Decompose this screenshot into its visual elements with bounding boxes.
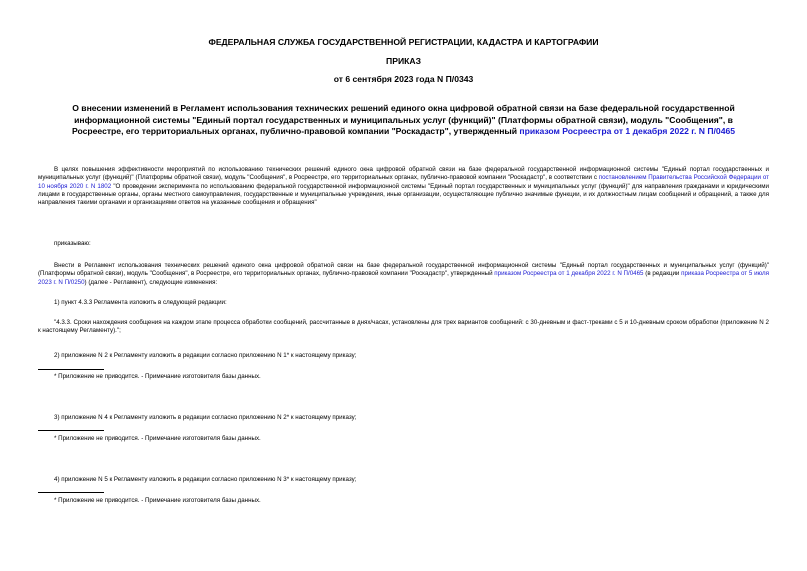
footnote-2 — [38, 435, 769, 443]
amendment-text-b: (в редакции — [643, 270, 682, 278]
regulation-order-link[interactable]: приказом Росреестра от 1 декабря 2022 г. N П/0465 — [494, 270, 644, 278]
order-word — [38, 240, 769, 248]
agency-heading: ФЕДЕРАЛЬНАЯ СЛУЖБА ГОСУДАРСТВЕННОЙ РЕГИСТРАЦИИ, КАДАСТРА И КАРТОГРАФИИ — [208, 37, 599, 47]
footnote-1 — [38, 373, 769, 381]
amendment-order-link[interactable]: приказа Росреестра от 5 июля 2023 г. N П/0250 — [38, 270, 769, 286]
order-title — [50, 103, 757, 138]
item-2-text: 2) приложение N 2 к Регламенту изложить в редакции согласно приложению N 1* к настоящему приказу; — [54, 352, 357, 359]
footnote-divider-1 — [38, 369, 104, 370]
order-word-text: приказываю: — [54, 240, 91, 247]
footnote-divider-2 — [38, 430, 104, 431]
preamble-paragraph — [38, 166, 769, 207]
item-1 — [38, 299, 769, 307]
footnote-divider-3 — [38, 492, 104, 493]
amendment-paragraph — [38, 262, 769, 287]
preamble-text-b: "О проведении эксперимента по использованию федеральной государственной информационной системы "Единый портал государственных и муниципальных услуг (функций)" для направления гражданами и юридическими лицами в государственные органы, органы местного самоуправления, государственные и муниципальные учреждения, иные организации, осуществляющие публично значимые функции, и их должностным лицам сообщений и обращений, а также для направления такими органами и организациями ответов на указанные сообщения и обращения" — [38, 182, 770, 207]
item-2 — [38, 352, 769, 360]
item-1-quote-text: "4.3.3. Сроки нахождения сообщения на каждом этапе процесса обработки сообщений, рассчитанные в днях/часах, установлены для трех вариантов сообщений: с 30-дневным и фаст-треками с 5 и 10-дневным сроком обработки (приложение N 2 к настоящему Регламенту)."; — [38, 319, 769, 335]
title-order-link[interactable]: приказом Росреестра от 1 декабря 2022 г. N П/0465 — [519, 126, 736, 136]
date-number-heading: от 6 сентября 2023 года N П/0343 — [333, 74, 474, 84]
government-decree-link[interactable]: постановлением Правительства Российской Федерации от 10 ноября 2020 г. N 1802 — [38, 174, 769, 190]
footnote-3 — [38, 497, 769, 505]
doc-type-heading: ПРИКАЗ — [386, 56, 421, 66]
item-3-text: 3) приложение N 4 к Регламенту изложить в редакции согласно приложению N 2* к настоящему приказу; — [54, 414, 357, 421]
footnote-3-text: * Приложение не приводится. - Примечание изготовителя базы данных. — [54, 497, 261, 504]
amendment-text-a: Внести в Регламент использования технических решений единого окна цифровой обратной связи на базе федеральной государственной информационной системы "Единый портал государственных и муниципальных услуг (функций)" (Платформы обратной связи), модуль "Сообщения", в Росреестре, его территориальных органах, публично-правовой компании "Роскадастр", утвержденный — [38, 262, 769, 278]
amendment-text-c: ) (далее - Регламент), следующие изменения: — [84, 278, 218, 286]
item-1-quote — [38, 319, 769, 336]
footnote-2-text: * Приложение не приводится. - Примечание изготовителя базы данных. — [54, 435, 261, 442]
item-4 — [38, 476, 769, 484]
item-3 — [38, 414, 769, 422]
item-1-text: 1) пункт 4.3.3 Регламента изложить в следующей редакции: — [54, 299, 227, 306]
footnote-1-text: * Приложение не приводится. - Примечание изготовителя базы данных. — [54, 373, 261, 380]
preamble-text-a: В целях повышения эффективности мероприятий по использованию технических решений единого окна цифровой обратной связи на базе федеральной государственной информационной системы "Единый портал государственных и муниципальных услуг (функций)" (Платформы обратной связи), модуль "Сообщения", в Росреестре, его территориальных органах, публично-правовой компании "Роскадастр", в соответствии с — [38, 166, 769, 182]
item-4-text: 4) приложение N 5 к Регламенту изложить в редакции согласно приложению N 3* к настоящему приказу; — [54, 476, 357, 483]
order-title-text: О внесении изменений в Регламент использования технических решений единого окна цифровой обратной связи на базе федеральной государственной информационной системы "Единый портал государственных и муниципальных услуг (функций)" (Платформы обратной связи), модуль "Сообщения", в Росреестре, его территориальных органах, публично-правовой компании "Роскадастр", утвержденный — [71, 103, 735, 136]
